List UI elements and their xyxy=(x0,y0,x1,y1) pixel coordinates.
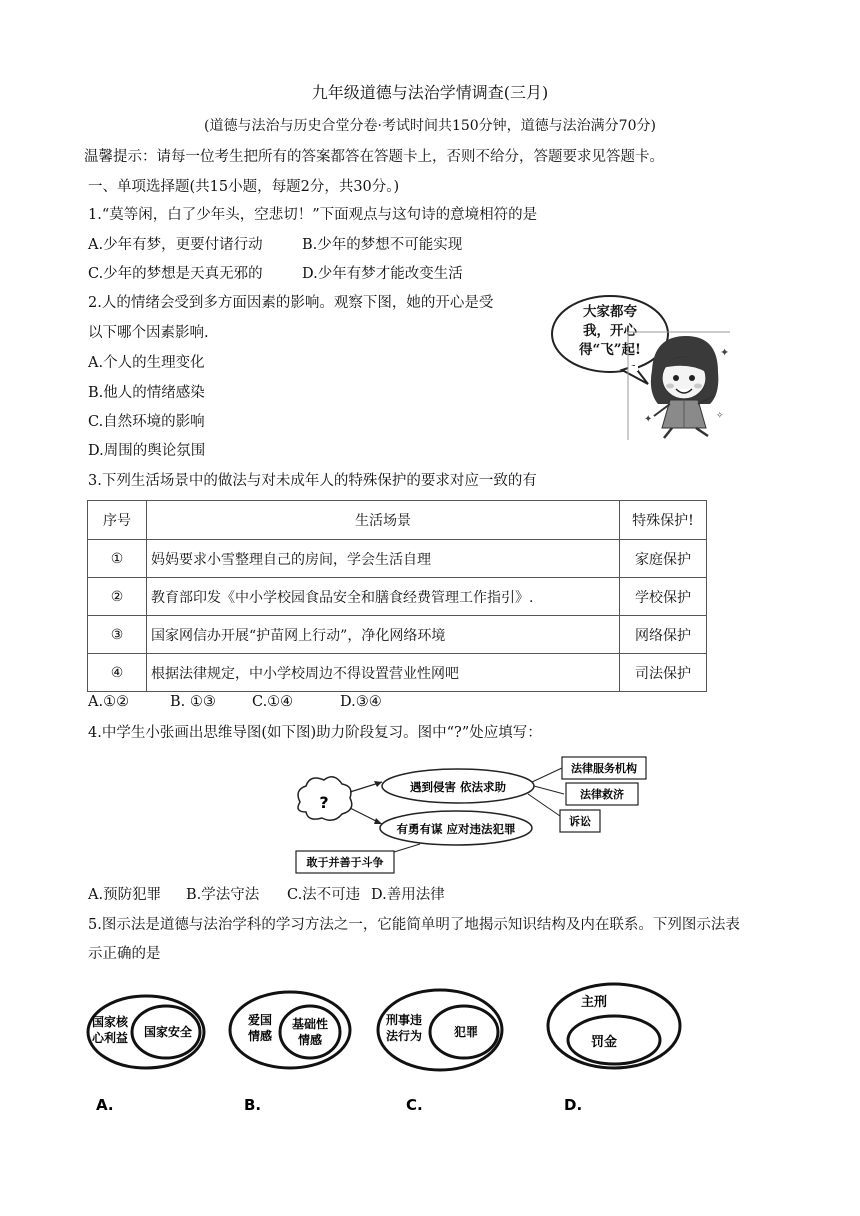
warm-tip: 温馨提示：请每一位考生把所有的答案都答在答题卡上，否则不给分，答题要求见答题卡。 xyxy=(84,149,664,165)
mindmap-child-3: 诉讼 xyxy=(569,815,591,828)
diagram-c-letter: C. xyxy=(406,1096,423,1114)
table-cell-scene: 根据法律规定，中小学校周边不得设置营业性网吧 xyxy=(147,654,620,692)
svg-text:✧: ✧ xyxy=(716,411,724,421)
table-cell-protection: 网络保护 xyxy=(620,616,707,654)
q3-option-a: A.①② xyxy=(88,694,130,710)
q2-stem-line1: 2.人的情绪会受到多方面因素的影响。观察下图，她的开心是受 xyxy=(88,295,494,311)
q3-option-d: D.③④ xyxy=(340,694,382,710)
mindmap-bottom-node: 有勇有谋 应对违法犯罪 xyxy=(396,822,516,836)
table-cell-index: ③ xyxy=(88,616,147,654)
table-header-row xyxy=(88,501,707,540)
diagram-b-inner-1: 基础性 xyxy=(291,1017,329,1031)
table-header-protection: 特殊保护! xyxy=(620,501,707,540)
diagram-b-letter: B. xyxy=(244,1096,262,1114)
q4-stem: 4.中学生小张画出思维导图(如下图)助力阶段复习。图中“?”处应填写： xyxy=(88,725,542,741)
q4-option-a: A.预防犯罪 xyxy=(88,887,162,903)
mindmap-bottom-child: 敢于并善于斗争 xyxy=(306,856,384,869)
section-heading: 一、单项选择题(共15小题，每题2分，共30分。) xyxy=(88,179,400,195)
svg-text:✦: ✦ xyxy=(720,346,730,359)
q2-option-c: C.自然环境的影响 xyxy=(88,414,205,430)
table-row xyxy=(88,616,707,654)
q1-option-a: A.少年有梦，更要付诸行动 xyxy=(88,237,263,253)
q2-cartoon-figure xyxy=(548,292,734,442)
table-cell-index: ④ xyxy=(88,654,147,692)
diagram-a-outer-1: 国家核 xyxy=(91,1015,129,1029)
q4-mindmap xyxy=(290,752,650,878)
diagram-d-inner: 罚金 xyxy=(590,1035,618,1050)
diagram-a-letter: A. xyxy=(96,1096,114,1114)
diagram-a-inner: 国家安全 xyxy=(143,1025,193,1039)
diagram-b-outer-2: 情感 xyxy=(247,1029,273,1043)
q2-stem-line2: 以下哪个因素影响. xyxy=(88,325,209,341)
table-cell-protection: 家庭保护 xyxy=(620,540,707,578)
q4-option-d: D.善用法律 xyxy=(371,887,445,903)
diagram-c-inner: 犯罪 xyxy=(453,1025,479,1039)
table-cell-index: ① xyxy=(88,540,147,578)
q1-stem: 1.“莫等闲，白了少年头，空悲切！”下面观点与这句诗的意境相符的是 xyxy=(88,207,538,223)
q3-table xyxy=(87,500,707,692)
mindmap-top-node: 遇到侵害 依法求助 xyxy=(409,780,507,794)
table-cell-protection: 司法保护 xyxy=(620,654,707,692)
diagram-c-outer-1: 刑事违 xyxy=(385,1013,423,1027)
diagram-d-letter: D. xyxy=(564,1096,583,1114)
svg-text:✦: ✦ xyxy=(644,414,653,425)
table-row xyxy=(88,540,707,578)
speech-line-3: 得“飞”起! xyxy=(579,342,641,358)
table-cell-protection: 学校保护 xyxy=(620,578,707,616)
q5-stem-line2: 示正确的是 xyxy=(88,946,161,962)
table-header-scene: 生活场景 xyxy=(147,501,620,540)
q3-option-c: C.①④ xyxy=(252,694,294,710)
q3-stem: 3.下列生活场景中的做法与对未成年人的特殊保护的要求对应一致的有 xyxy=(88,473,537,489)
table-cell-scene: 妈妈要求小雪整理自己的房间，学会生活自理 xyxy=(147,540,620,578)
diagram-b-outer-1: 爱国 xyxy=(247,1013,273,1027)
exam-subtitle: (道德与法治与历史合堂分卷·考试时间共150分钟，道德与法治满分70分) xyxy=(204,118,656,134)
mindmap-child-2: 法律救济 xyxy=(580,788,624,801)
table-row xyxy=(88,654,707,692)
q1-option-b: B.少年的梦想不可能实现 xyxy=(302,237,463,253)
mindmap-child-1: 法律服务机构 xyxy=(571,762,637,775)
q2-option-b: B.他人的情绪感染 xyxy=(88,385,205,401)
q4-option-b: B.学法守法 xyxy=(186,887,260,903)
diagram-a-outer-2: 心利益 xyxy=(91,1031,129,1045)
q4-option-c: C.法不可违 xyxy=(287,887,361,903)
table-cell-scene: 教育部印发《中小学校园食品安全和膳食经费管理工作指引》. xyxy=(147,578,620,616)
q2-option-a: A.个人的生理变化 xyxy=(88,355,205,371)
q1-option-d: D.少年有梦才能改变生活 xyxy=(302,266,463,282)
table-header-index: 序号 xyxy=(88,501,147,540)
q5-diagrams xyxy=(84,980,684,1120)
page-title: 九年级道德与法治学情调查(三月) xyxy=(311,83,549,102)
speech-line-2: 我，开心 xyxy=(583,323,637,339)
diagram-b-inner-2: 情感 xyxy=(297,1033,323,1047)
speech-line-1: 大家都夸 xyxy=(583,304,637,320)
diagram-d-outer: 主刑 xyxy=(580,995,608,1010)
q3-option-b: B. ①③ xyxy=(170,694,216,710)
mindmap-center-label: ? xyxy=(319,793,329,812)
q1-option-c: C.少年的梦想是天真无邪的 xyxy=(88,266,263,282)
table-row xyxy=(88,578,707,616)
q2-option-d: D.周围的舆论氛围 xyxy=(88,443,206,459)
diagram-c-outer-2: 法行为 xyxy=(385,1029,423,1043)
table-cell-index: ② xyxy=(88,578,147,616)
table-cell-scene: 国家网信办开展“护苗网上行动”，净化网络环境 xyxy=(147,616,620,654)
q5-stem-line1: 5.图示法是道德与法治学科的学习方法之一，它能简单明了地揭示知识结构及内在联系。下列图示法表 xyxy=(88,917,740,933)
